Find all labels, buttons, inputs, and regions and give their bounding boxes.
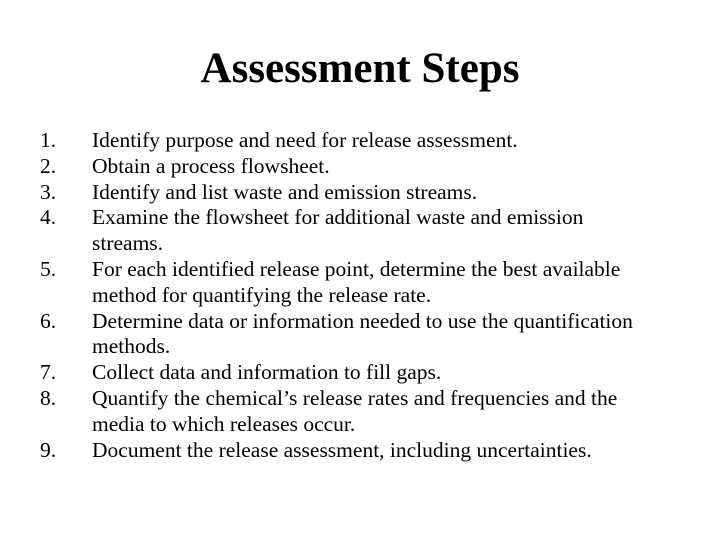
step-text: For each identified release point, determine the best available method for quantifying the release rate. [92, 256, 621, 307]
step-text: Identify purpose and need for release assessment. [92, 128, 518, 152]
step-number: 2. [40, 153, 57, 178]
list-item [40, 360, 700, 386]
list-item [40, 438, 700, 464]
list-item [40, 257, 700, 309]
step-number: 3. [40, 179, 57, 204]
step-text: Quantify the chemical’s release rates and frequencies and the media to which releases occur. [92, 385, 618, 436]
step-number: 7. [40, 360, 57, 385]
step-number: 9. [40, 437, 57, 462]
slide-title: Assessment Steps [200, 45, 520, 92]
list-item [40, 205, 700, 257]
step-number: 4. [40, 205, 57, 230]
step-number: 5. [40, 256, 57, 281]
step-number: 1. [40, 128, 57, 152]
step-text: Obtain a process flowsheet. [92, 153, 330, 178]
step-number: 6. [40, 308, 57, 333]
list-item [40, 180, 700, 206]
step-text: Document the release assessment, including uncertainties. [92, 437, 592, 462]
assessment-steps-list [40, 128, 700, 463]
list-item [40, 128, 700, 154]
step-text: Examine the flowsheet for additional waste and emission streams. [92, 205, 584, 256]
list-item [40, 154, 700, 180]
step-number: 8. [40, 385, 57, 410]
step-text: Determine data or information needed to use the quantification methods. [92, 308, 633, 359]
step-text: Collect data and information to fill gaps. [92, 360, 442, 385]
list-item [40, 309, 700, 361]
list-item [40, 386, 700, 438]
step-text: Identify and list waste and emission streams. [92, 179, 478, 204]
